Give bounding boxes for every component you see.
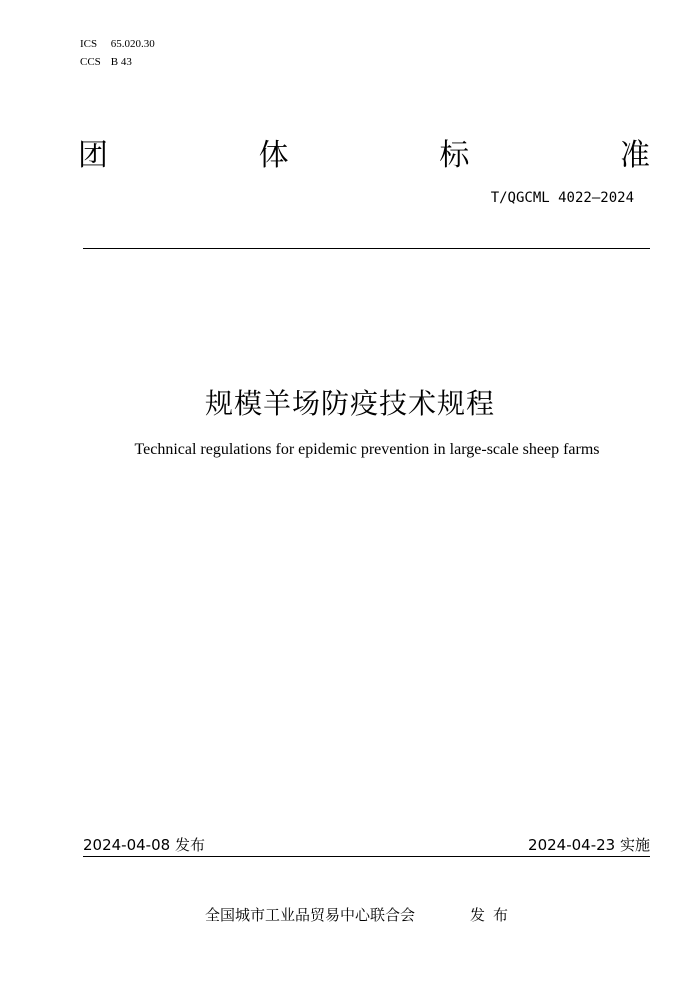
ics-code xyxy=(80,35,155,53)
standard-type-heading xyxy=(78,130,650,174)
ccs-label: CCS xyxy=(80,56,101,68)
classification-codes xyxy=(80,35,155,71)
document-title-chinese: 规模羊场防疫技术规程 xyxy=(204,387,495,420)
issuer-suffix: 发布 xyxy=(470,906,517,924)
ics-value: 65.020.30 xyxy=(110,38,155,50)
standard-number: T/QGCML 4022—2024 xyxy=(490,190,634,206)
ccs-code xyxy=(80,53,155,71)
document-title-english: Technical regulations for epidemic prevention in large-scale sheep farms xyxy=(134,441,600,458)
implement-date: 2024-04-23 实施 xyxy=(528,836,650,854)
publish-date: 2024-04-08 发布 xyxy=(83,836,205,854)
issuing-organization: 全国城市工业品贸易中心联合会 xyxy=(205,906,416,924)
ics-label: ICS xyxy=(80,38,98,50)
standard-type-char: 准 xyxy=(619,138,650,173)
standard-type-char: 团 xyxy=(78,138,108,173)
top-divider xyxy=(83,248,650,249)
standard-type-char: 标 xyxy=(439,138,470,173)
ccs-value: B 43 xyxy=(110,56,132,68)
bottom-divider xyxy=(83,856,650,857)
standard-type-char: 体 xyxy=(258,138,289,173)
